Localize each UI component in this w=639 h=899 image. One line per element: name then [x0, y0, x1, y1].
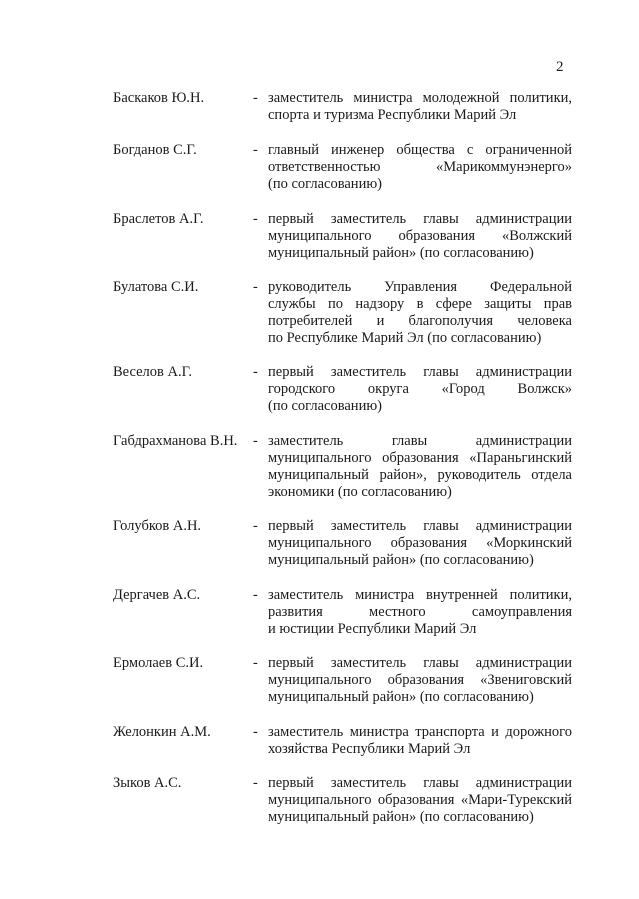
- position-line: хозяйства Республики Марий Эл: [268, 741, 471, 757]
- member-name: Ермолаев С.И.: [113, 655, 204, 671]
- dash-separator: -: [253, 433, 258, 449]
- member-name: Зыков А.С.: [113, 775, 182, 791]
- position-line: заместитель министра транспорта и дорожного: [268, 724, 572, 740]
- position-line: (по согласованию): [268, 398, 382, 414]
- member-name: Баскаков Ю.Н.: [113, 90, 205, 106]
- member-position: [268, 364, 572, 415]
- member-position: [268, 775, 572, 826]
- position-line: муниципальный район» (по согласованию): [268, 245, 534, 261]
- position-line: муниципального образования «Звениговский: [268, 672, 572, 688]
- dash-separator: -: [253, 364, 258, 380]
- position-line: муниципальный район», руководитель отдела: [268, 467, 572, 483]
- position-line: городского округа «Город Волжск»: [268, 381, 572, 397]
- position-line: муниципальный район» (по согласованию): [268, 552, 534, 568]
- position-line: (по согласованию): [268, 176, 382, 192]
- member-position: [268, 279, 572, 347]
- position-line: экономики (по согласованию): [268, 484, 452, 500]
- dash-separator: -: [253, 724, 258, 740]
- dash-separator: -: [253, 518, 258, 534]
- member-name: Габдрахманова В.Н.: [113, 433, 238, 449]
- position-line: первый заместитель главы администрации: [268, 518, 572, 534]
- position-line: по Республике Марий Эл (по согласованию): [268, 330, 542, 346]
- dash-separator: -: [253, 279, 258, 295]
- member-position: [268, 142, 572, 193]
- position-line: ответственностью «Марикоммунэнерго»: [268, 159, 572, 175]
- position-line: первый заместитель главы администрации: [268, 211, 572, 227]
- position-line: заместитель министра молодежной политики,: [268, 90, 572, 106]
- member-position: [268, 211, 572, 262]
- member-position: [268, 90, 572, 124]
- member-name: Веселов А.Г.: [113, 364, 192, 380]
- position-line: первый заместитель главы администрации: [268, 775, 572, 791]
- member-name: Булатова С.И.: [113, 279, 199, 295]
- position-line: потребителей и благополучия человека: [268, 313, 572, 329]
- position-line: первый заместитель главы администрации: [268, 655, 572, 671]
- dash-separator: -: [253, 211, 258, 227]
- member-name: Браслетов А.Г.: [113, 211, 204, 227]
- position-line: первый заместитель главы администрации: [268, 364, 572, 380]
- dash-separator: -: [253, 655, 258, 671]
- position-line: развития местного самоуправления: [268, 604, 572, 620]
- dash-separator: -: [253, 775, 258, 791]
- member-position: [268, 587, 572, 638]
- dash-separator: -: [253, 142, 258, 158]
- position-line: главный инженер общества с ограниченной: [268, 142, 572, 158]
- position-line: муниципального образования «Волжский: [268, 228, 572, 244]
- member-position: [268, 724, 572, 758]
- member-position: [268, 518, 572, 569]
- member-name: Желонкин А.М.: [113, 724, 211, 740]
- member-name: Дергачев А.С.: [113, 587, 201, 603]
- position-line: руководитель Управления Федеральной: [268, 279, 572, 295]
- position-line: муниципальный район» (по согласованию): [268, 689, 534, 705]
- page-number: 2: [556, 59, 564, 75]
- member-position: [268, 655, 572, 706]
- position-line: заместитель министра внутренней политики,: [268, 587, 572, 603]
- position-line: муниципального образования «Моркинский: [268, 535, 572, 551]
- position-line: муниципального образования «Параньгинский: [268, 450, 572, 466]
- position-line: муниципального образования «Мари-Турекский: [268, 792, 572, 808]
- member-name: Голубков А.Н.: [113, 518, 202, 534]
- position-line: службы по надзору в сфере защиты прав: [268, 296, 572, 312]
- dash-separator: -: [253, 587, 258, 603]
- dash-separator: -: [253, 90, 258, 106]
- position-line: муниципальный район» (по согласованию): [268, 809, 534, 825]
- member-position: [268, 433, 572, 501]
- position-line: заместитель главы администрации: [268, 433, 572, 449]
- position-line: спорта и туризма Республики Марий Эл: [268, 107, 517, 123]
- position-line: и юстиции Республики Марий Эл: [268, 621, 477, 637]
- member-name: Богданов С.Г.: [113, 142, 197, 158]
